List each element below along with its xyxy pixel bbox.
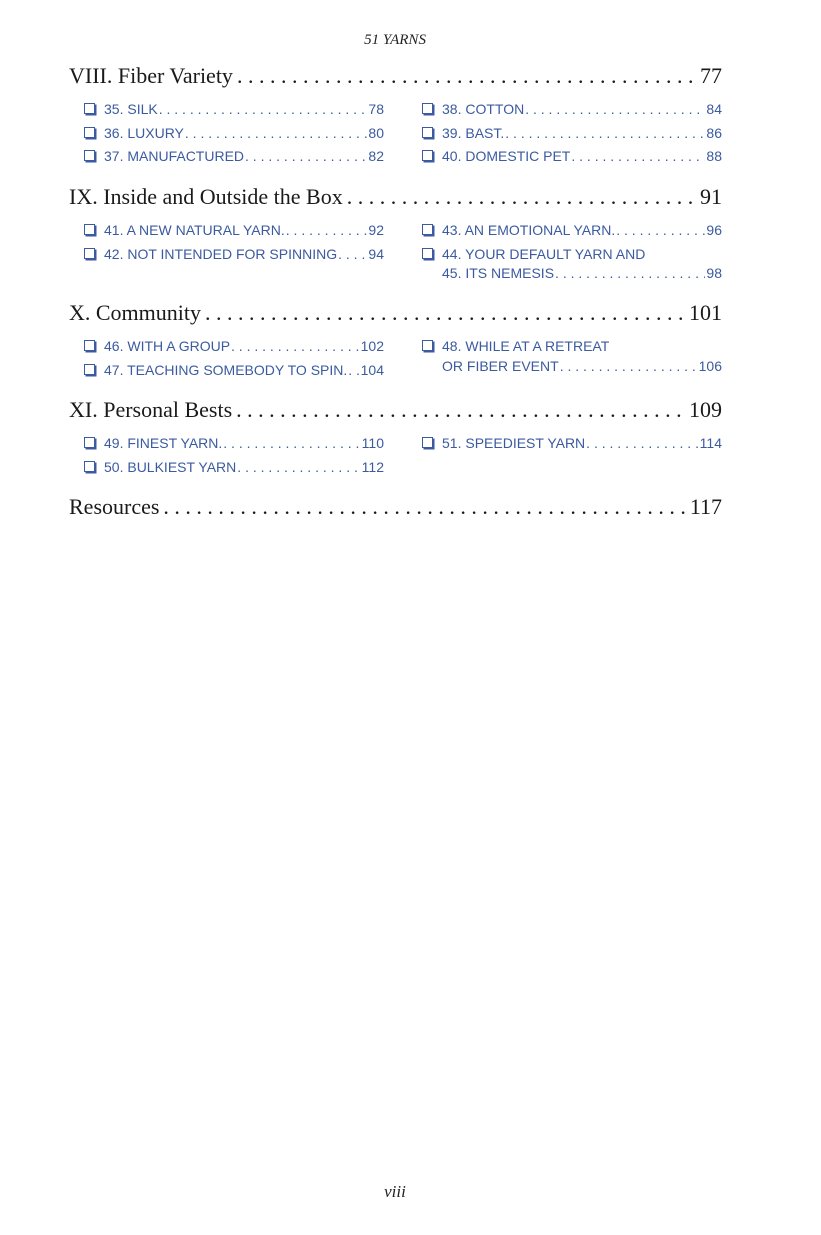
- section-heading[interactable]: [69, 493, 722, 521]
- section-page: 117: [689, 494, 722, 519]
- leader-dots: [159, 99, 368, 119]
- toc-item-fiber-event[interactable]: [422, 356, 722, 380]
- item-page: 86: [706, 124, 722, 141]
- toc-item-not-intended-for-spinning[interactable]: [84, 244, 384, 268]
- item-page: 88: [706, 148, 722, 164]
- checkbox-icon[interactable]: [422, 437, 433, 448]
- item-page: 92: [368, 222, 384, 238]
- checkbox-icon[interactable]: [84, 103, 95, 114]
- item-label: 36. LUXURY: [104, 124, 184, 141]
- section-page: 77: [700, 63, 722, 88]
- checkbox-icon[interactable]: [84, 224, 95, 235]
- toc-section-fiber-variety: [69, 62, 722, 169]
- checkbox-icon[interactable]: [84, 127, 95, 138]
- page-folio: viii: [384, 1182, 406, 1201]
- section-title: X. Community: [69, 300, 202, 325]
- checkbox-icon[interactable]: [84, 340, 95, 351]
- toc-item-bulkiest-yarn[interactable]: [84, 457, 384, 481]
- section-heading[interactable]: [69, 62, 722, 90]
- leader-dots: [245, 146, 367, 166]
- section-title: VIII. Fiber Variety: [69, 63, 233, 88]
- toc-item-finest-yarn[interactable]: [84, 433, 384, 457]
- item-label: 37. MANUFACTURED: [104, 148, 245, 164]
- toc-item-silk[interactable]: [84, 99, 384, 123]
- section-page: 109: [689, 397, 722, 422]
- toc-item-nemesis[interactable]: [422, 263, 722, 287]
- leader-dots: [231, 336, 360, 356]
- checkbox-icon[interactable]: [84, 364, 95, 375]
- checkbox-icon[interactable]: [422, 248, 433, 259]
- leader-dots: [338, 244, 367, 264]
- section-title: XI. Personal Bests: [69, 397, 233, 422]
- item-page: 96: [706, 222, 722, 238]
- item-label: 41. A NEW NATURAL YARN.: [104, 222, 285, 238]
- item-label: 49. FINEST YARN.: [104, 435, 223, 451]
- leader-dots: [237, 457, 360, 477]
- toc-item-emotional-yarn[interactable]: [422, 220, 722, 244]
- checkbox-icon[interactable]: [422, 127, 433, 138]
- item-page: 82: [368, 148, 384, 164]
- item-page: 78: [368, 101, 384, 117]
- item-label: 46. WITH A GROUP: [104, 338, 231, 354]
- item-page: 112: [361, 458, 384, 475]
- item-page: 104: [360, 361, 384, 378]
- item-label: 43. AN EMOTIONAL YARN.: [442, 222, 616, 238]
- toc-section-resources: [69, 493, 722, 521]
- leader-dots: [560, 356, 698, 376]
- leader-dots: [163, 493, 685, 521]
- item-label: 50. BULKIEST YARN: [104, 458, 237, 475]
- toc-item-with-a-group[interactable]: [84, 336, 384, 360]
- section-heading[interactable]: [69, 183, 722, 211]
- section-title: IX. Inside and Outside the Box: [69, 184, 343, 209]
- item-page: 106: [698, 357, 722, 374]
- item-label: 47. TEACHING SOMEBODY TO SPIN.: [104, 361, 348, 378]
- leader-dots: [586, 433, 699, 453]
- item-page: 102: [360, 338, 384, 354]
- item-page: 98: [706, 265, 722, 281]
- item-label: 38. COTTON: [442, 101, 525, 117]
- leader-dots: [286, 220, 368, 240]
- item-label: 48. WHILE AT A RETREAT: [442, 338, 610, 354]
- leader-dots: [348, 360, 359, 380]
- leader-dots: [505, 123, 705, 143]
- section-page: 91: [700, 184, 722, 209]
- checkbox-icon[interactable]: [84, 437, 95, 448]
- item-label: 42. NOT INTENDED FOR SPINNING: [104, 245, 338, 262]
- item-page: 114: [699, 435, 722, 451]
- toc-item-speediest-yarn[interactable]: [422, 433, 722, 457]
- checkbox-icon[interactable]: [422, 103, 433, 114]
- item-page: 110: [361, 435, 384, 451]
- item-label: 44. YOUR DEFAULT YARN AND: [442, 245, 646, 262]
- checkbox-icon[interactable]: [84, 150, 95, 161]
- leader-dots: [347, 183, 696, 211]
- leader-dots: [525, 99, 705, 119]
- toc-section-personal-bests: [69, 396, 722, 483]
- item-label: 35. SILK: [104, 101, 158, 117]
- checkbox-icon[interactable]: [422, 340, 433, 351]
- item-label-continued: OR FIBER EVENT: [442, 357, 559, 374]
- checkbox-icon[interactable]: [84, 461, 95, 472]
- section-heading[interactable]: [69, 396, 722, 424]
- leader-dots: [555, 263, 705, 283]
- toc-section-community: [69, 299, 722, 386]
- toc-item-new-natural-yarn[interactable]: [84, 220, 384, 244]
- leader-dots: [237, 62, 696, 90]
- checkbox-icon[interactable]: [84, 248, 95, 259]
- leader-dots: [185, 123, 368, 143]
- section-page: 101: [689, 300, 722, 325]
- toc-section-inside-outside-box: [69, 183, 722, 290]
- item-label: 51. SPEEDIEST YARN: [442, 435, 586, 451]
- toc-item-domestic-pet[interactable]: [422, 146, 722, 170]
- item-page: 94: [368, 245, 384, 262]
- running-head: 51 YARNS: [364, 32, 426, 48]
- section-heading[interactable]: [69, 299, 722, 327]
- toc-item-luxury[interactable]: [84, 123, 384, 147]
- checkbox-icon[interactable]: [422, 150, 433, 161]
- item-page: 80: [368, 124, 384, 141]
- item-label-continued: 45. ITS NEMESIS: [442, 265, 555, 281]
- section-title: Resources: [69, 494, 160, 519]
- item-page: 84: [706, 101, 722, 117]
- toc-item-manufactured[interactable]: [84, 146, 384, 170]
- checkbox-icon[interactable]: [422, 224, 433, 235]
- leader-dots: [205, 299, 685, 327]
- toc-item-cotton[interactable]: [422, 99, 722, 123]
- leader-dots: [571, 146, 705, 166]
- toc-item-bast[interactable]: [422, 123, 722, 147]
- leader-dots: [223, 433, 360, 453]
- leader-dots: [236, 396, 685, 424]
- leader-dots: [616, 220, 705, 240]
- item-label: 39. BAST.: [442, 124, 505, 141]
- toc-item-teaching-somebody[interactable]: [84, 360, 384, 384]
- item-label: 40. DOMESTIC PET: [442, 148, 571, 164]
